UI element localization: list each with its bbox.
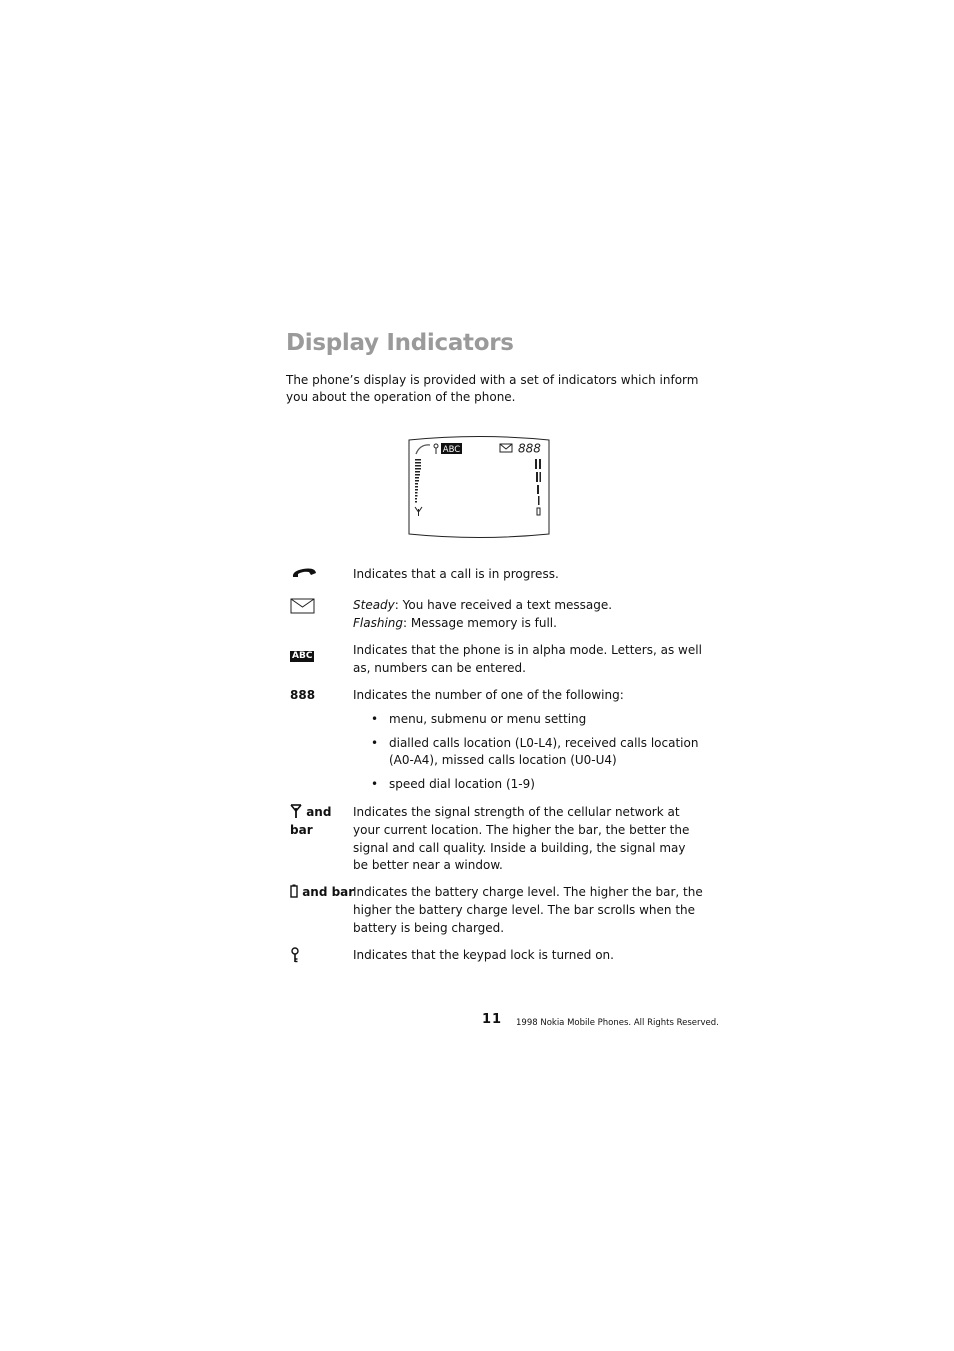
page-number: 11 xyxy=(482,1012,503,1027)
handset-icon xyxy=(290,566,318,580)
antenna-icon xyxy=(290,804,302,818)
list-item: • dialled calls location (L0-L4), received calls location (A0-A4), missed calls location (U0-U4) xyxy=(353,735,703,771)
number-bullet-list xyxy=(353,711,703,794)
display-abc-text: ABC xyxy=(442,445,461,455)
phone-display-illustration xyxy=(406,434,552,540)
number-label: 888 xyxy=(290,688,316,702)
signal-label: and bar xyxy=(290,805,332,837)
key-icon xyxy=(290,947,300,963)
envelope-icon xyxy=(290,597,316,615)
list-item: • speed dial location (1-9) xyxy=(353,776,703,794)
battery-label: and bar xyxy=(302,885,355,899)
copyright-notice: 1998 Nokia Mobile Phones. All Rights Reserved. xyxy=(516,1018,719,1028)
list-item: • menu, submenu or menu setting xyxy=(353,711,703,729)
display-number-text: 888 xyxy=(518,441,541,456)
page-title: Display Indicators xyxy=(286,330,514,356)
abc-icon: ABC xyxy=(292,651,313,661)
battery-icon xyxy=(290,884,298,898)
intro-paragraph: The phone’s display is provided with a set of indicators which inform you about the operation of the phone. xyxy=(286,373,699,404)
